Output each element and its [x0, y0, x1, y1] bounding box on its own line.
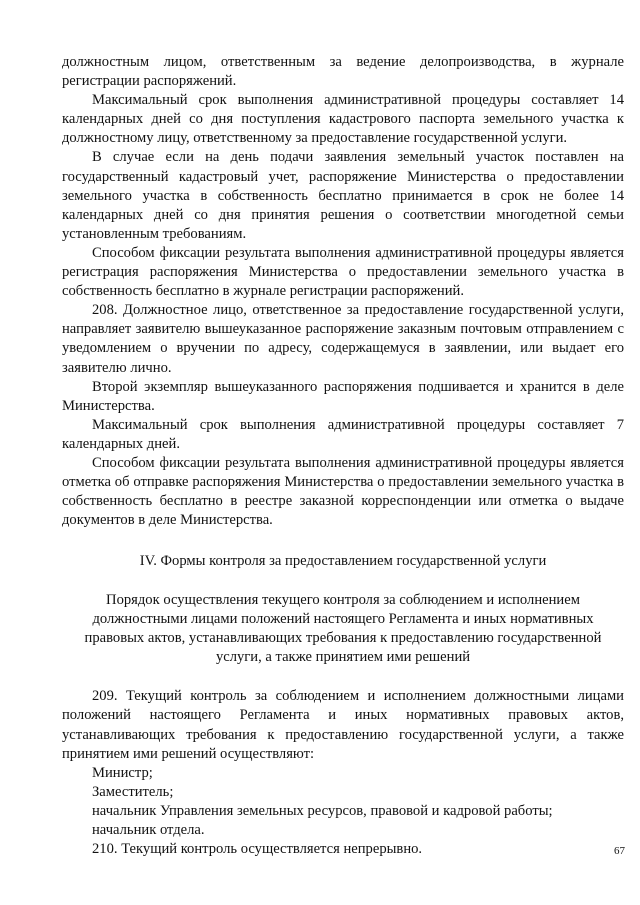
subsection-title: Порядок осуществления текущего контроля за соблюдением и исполнением должностными лицами положений настоящего Регламента и иных нормативных правовых актов, устанавливающих требования к предоставлению государственной услуги, а также принятием ими решений — [84, 592, 602, 666]
section-title: IV. Формы контроля за предоставлением государственной услуги — [139, 553, 547, 570]
page-number: 67 — [614, 845, 625, 857]
paragraph-cadastral-case: В случае если на день подачи заявления земельный участок поставлен на государственный кадастровый учет, распоряжение Министерства о предоставлении земельного участка в собственность бесплатно принимается в срок не более 14 календарных дней со дня принятия решения о соответствии многодетной семьи установленным требованиям. — [62, 149, 624, 242]
paragraph-208: 208. Должностное лицо, ответственное за предоставление государственной услуги, направляет заявителю вышеуказанное распоряжение заказным почтовым отправлением с уведомлением о вручении по адресу, содержащемуся в заявлении, или выдает его заявителю лично. — [62, 302, 624, 376]
paragraph-fixation-registration: Способом фиксации результата выполнения административной процедуры является регистрация распоряжения Министерства о предоставлении земельного участка в собственность бесплатно в журнале регистрации распоряжений. — [62, 244, 624, 300]
spacer — [62, 667, 624, 687]
paragraph-max-term-7: Максимальный срок выполнения административной процедуры составляет 7 календарных дней. — [62, 416, 624, 452]
paragraph-210: 210. Текущий контроль осуществляется непрерывно. — [92, 841, 423, 858]
list-item-head-of-department: начальник Управления земельных ресурсов, правовой и кадровой работы; — [92, 802, 553, 819]
paragraph-fixation-mark: Способом фиксации результата выполнения административной процедуры является отметка об отправке распоряжения Министерства о предоставлении земельного участка в собственность бесплатно в реестре заказной корреспонденции или отметка о выдаче документов в деле Министерства. — [62, 454, 624, 529]
paragraph-continuation: должностным лицом, ответственным за ведение делопроизводства, в журнале регистрации распоряжений. — [62, 54, 624, 90]
paragraph-209: 209. Текущий контроль за соблюдением и исполнением должностными лицами положений настоящего Регламента и иных нормативных правовых актов, устанавливающих требования к предоставлению государственной услуги, а также принятием ими решений осуществляют: — [62, 688, 624, 762]
document-page — [62, 53, 624, 859]
paragraph-max-term-14: Максимальный срок выполнения административной процедуры составляет 14 календарных дней со дня поступления кадастрового паспорта земельного участка к должностному лицу, ответственному за предоставление государственной услуги. — [62, 92, 624, 147]
list-item-minister: Министр; — [92, 764, 153, 781]
list-item-deputy: Заместитель; — [92, 783, 174, 800]
list-item-head-of-division: начальник отдела. — [92, 822, 205, 838]
paragraph-second-copy: Второй экземпляр вышеуказанного распоряжения подшивается и хранится в деле Министерства. — [62, 378, 624, 414]
